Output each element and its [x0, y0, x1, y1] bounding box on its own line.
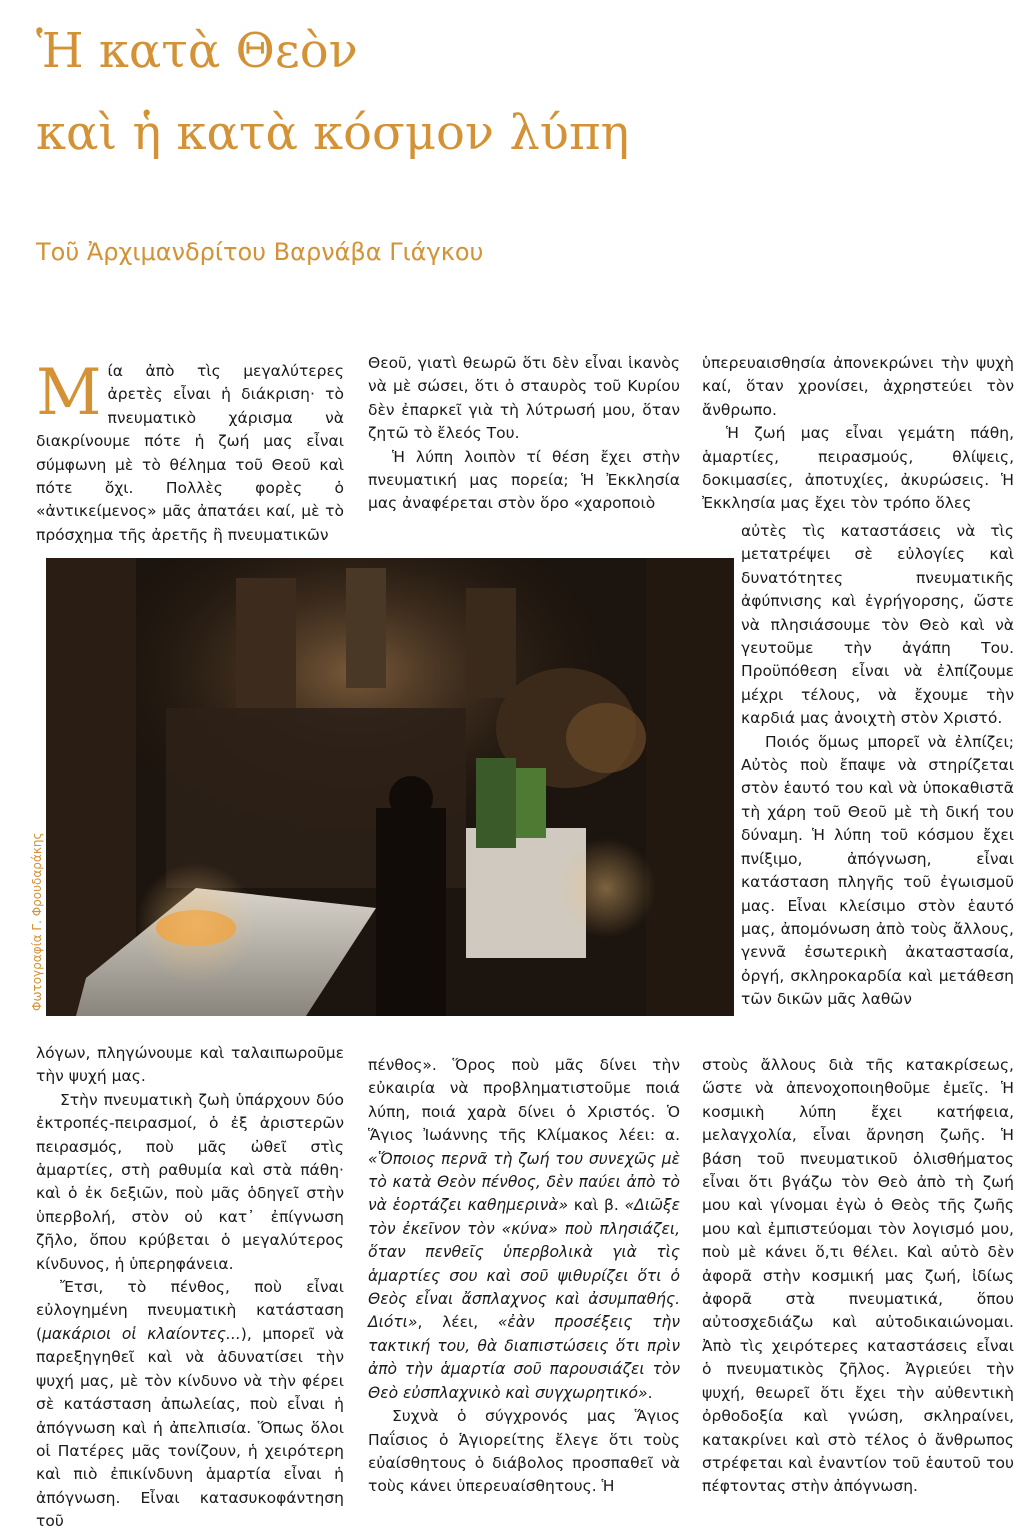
- photo-credit: Φωτογραφία Γ. Φρουδαράκης: [30, 832, 44, 1011]
- paragraph: Ποιός ὅμως μπορεῖ νὰ ἐλπίζει; Αὐτὸς ποὺ ἔπαψε νὰ στηρίζεται στὸν ἑαυτό του καὶ νὰ ὑποκαθιστᾶ τὴ χάρη τοῦ Θεοῦ μὲ τὴ δική του δύναμη. Ἡ λύπη τοῦ κόσμου ἔχει πνίξιμο, ἀπόγνωση, εἶναι κατάσταση πληγῆς τοῦ ἐγωισμοῦ μας. Εἶναι κλείσιμο στὸν ἑαυτό μας, ἀπομόνωση ἀπὸ τοὺς ἄλλους, γεννᾶ ἐσωτερικὴ ἀκαταστασία, ὀργή, σκληροκαρδία καὶ μετάθεση τῶν δικῶν μᾶς λαθῶν: [741, 732, 1014, 1009]
- column-3-top: [702, 352, 1014, 544]
- paragraph: πένθος». Ὅρος ποὺ μᾶς δίνει τὴν εὐκαιρία νὰ προβληματιστοῦμε ποιά λύπη, ποιά χαρὰ δίνει ὁ Χριστός. Ὁ Ἅγιος Ἰωάννης τῆς Κλίμακος λέει: α. «Ὅποιος περνᾶ τὴ ζωή του συνεχῶς μὲ τὸ κατὰ Θεὸν πένθος, δὲν παύει ἀπὸ τὸ νὰ ἑορτάζει καθημερινὰ» καὶ β. «Διῶξε τὸν ἐκεῖνον τὸν «κύνα» ποὺ πλησιάζει, ὅταν πενθεῖς ὑπερβολικὰ γιὰ τὶς ἁμαρτίες σου καὶ σοῦ ψιθυρίζει ὅτι ὁ Θεὸς εἶναι ἄσπλαχνος καὶ ἀσυμπαθής. Διότι», λέει, «ἐὰν προσέξεις τὴν τακτική του, θὰ διαπιστώσεις ὅτι πρὶν ἀπὸ τὴν ἁμαρτία σοῦ παρουσιάζει τὸν Θεὸ εὐσπλαχνικὸ καὶ συγχωρητικό».: [368, 1056, 680, 1402]
- author-byline: Τοῦ Ἀρχιμανδρίτου Βαρνάβα Γιάγκου: [36, 238, 484, 266]
- drop-cap: Μ: [36, 356, 102, 430]
- photo-illustration: [46, 558, 734, 1016]
- column-3-bottom: [702, 1054, 1014, 1514]
- column-3-side: [741, 520, 1014, 1064]
- paragraph: αὐτὲς τὶς καταστάσεις νὰ τὶς μετατρέψει σὲ εὐλογίες καὶ δυνατότητες πνευματικῆς ἀφύπνισης καὶ ἐγρήγορσης, ὥστε νὰ πλησιάσουμε τὸν Θεὸ καὶ νὰ γευτοῦμε τὴν ἀγάπη Του. Προϋπόθεση εἶναι νὰ ἐλπίζουμε μέχρι τέλους, νὰ ἔχουμε τὴν καρδιά μας ἀνοιχτὴ στὸν Χριστό.: [741, 522, 1014, 728]
- column-2-bottom: [368, 1054, 680, 1514]
- church-interior-photo: [46, 558, 734, 1016]
- column-2-top: [368, 352, 680, 532]
- paragraph: λόγων, πληγώνουμε καὶ ταλαιπωροῦμε τὴν ψυχή μας.: [36, 1044, 344, 1086]
- column-1-bottom: [36, 1042, 345, 1531]
- title-line-1: Ἡ κατὰ Θεὸν: [36, 23, 358, 79]
- paragraph: Στὴν πνευματικὴ ζωὴ ὑπάρχουν δύο ἐκτροπές-πειρασμοί, ὁ ἐξ ἀριστερῶν πειρασμός, ποὺ μᾶς ὠθεῖ στὶς ἁμαρτίες, στὴ ραθυμία καὶ στὰ πάθη· καὶ ὁ ἐκ δεξιῶν, ποὺ μᾶς ὁδηγεῖ στὴν ὑπερβολή, στὸν οὐ κατ᾽ ἐπίγνωση ζῆλο, ὅπου κρύβεται ὁ μεγαλύτερος κίνδυνος, ἡ ὑπερηφάνεια.: [36, 1090, 344, 1273]
- title-line-2: καὶ ἡ κατὰ κόσμον λύπη: [36, 105, 630, 161]
- paragraph: Ἔτσι, τὸ πένθος, ποὺ εἶναι εὐλογημένη πνευματικὴ κατάσταση (μακάριοι οἱ κλαίοντες...), μπορεῖ νὰ παρεξηγηθεῖ καὶ νὰ ἀδυνατίσει τὴν ψυχή μας, μὲ τὸν κίνδυνο νὰ τὴν φέρει σὲ κατάσταση ἀπωλείας, ποὺ εἶναι ἡ ἀπόγνωση καὶ ἡ ἀπελπισία. Ὅπως ὅλοι οἱ Πατέρες μᾶς τονίζουν, ἡ χειρότερη καὶ πιὸ ἐπικίνδυνη ἁμαρτία εἶναι ἡ ἀπόγνωση. Εἶναι κατασυκοφάντηση τοῦ: [36, 1278, 345, 1531]
- paragraph: Ἡ ζωή μας εἶναι γεμάτη πάθη, ἁμαρτίες, πειρασμούς, θλίψεις, δοκιμασίες, ἀποτυχίες, ἀκυρώσεις. Ἡ Ἐκκλησία μας ἔχει τὸν τρόπο ὅλες: [702, 424, 1014, 513]
- paragraph: Θεοῦ, γιατὶ θεωρῶ ὅτι δὲν εἶναι ἱκανὸς νὰ μὲ σώσει, ὅτι ὁ σταυρὸς τοῦ Κυρίου δὲν ἐπαρκεῖ γιὰ τὴ λύτρωσή μου, ὅταν ζητῶ τὸ ἔλεός Του.: [368, 354, 680, 443]
- paragraph: ὑπερευαισθησία ἀπονεκρώνει τὴν ψυχὴ καί, ὅταν χρονίσει, ἀχρηστεύει τὸν ἄνθρωπο.: [702, 354, 1014, 419]
- paragraph: Συχνὰ ὁ σύγχρονός μας Ἅγιος Παΐσιος ὁ Ἁγιορείτης ἔλεγε ὅτι τοὺς εὐαίσθητους ὁ διάβολος προσπαθεῖ νὰ τοὺς κάνει ὑπερευαίσθητους. Ἡ: [368, 1407, 680, 1496]
- paragraph: στοὺς ἄλλους διὰ τῆς κατακρίσεως, ὥστε νὰ ἀπενοχοποιηθοῦμε ἐμεῖς. Ἡ κοσμικὴ λύπη ἔχει κατήφεια, μελαγχολία, εἶναι ἄρνηση ζωῆς. Ἡ βάση τοῦ πνευματικοῦ ὀλισθήματος εἶναι ὅτι βγάζω τὸν Θεὸ ἀπὸ τὴ ζωή μου καὶ γίνομαι ἐγὼ ὁ Θεὸς τῆς ζωῆς μου καὶ ἐμπιστεύομαι τὸν λογισμό μου, ποὺ μὲ κάνει ὅ,τι θέλει. Καὶ αὐτὸ δὲν ἀφορᾶ στὴν κοσμική μας ζωή, ἰδίως ἀφορᾶ στὰ πνευματικά, ὅπου αὐτοσχεδιάζω καὶ αὐτοδικαιώνομαι. Ἀπὸ τὶς χειρότερες καταστάσεις εἶναι ὁ πνευματικὸς ζῆλος. Ἀγριεύει τὴν ψυχή, θεωρεῖ ὅτι ἔχει τὴν αὐθεντικὴ ὀρθοδοξία καὶ γνώση, σκληραίνει, κατακρίνει καὶ στὸ τέλος ὁ ἄνθρωπος στρέφεται καὶ ἐναντίον τοῦ ἑαυτοῦ του πέφτοντας στὴν ἀπόγνωση.: [702, 1056, 1014, 1496]
- article-title: [36, 10, 629, 174]
- paragraph: Ἡ λύπη λοιπὸν τί θέση ἔχει στὴν πνευματική μας πορεία; Ἡ Ἐκκλησία μας ἀναφέρεται στὸν ὅρο «χαροποιὸ: [368, 447, 680, 513]
- paragraph: Μία ἀπὸ τὶς μεγαλύτερες ἀρετὲς εἶναι ἡ διάκριση· τὸ πνευματικὸ χάρισμα νὰ διακρίνουμε πότε ἡ ζωή μας εἶναι σύμφωνη μὲ τὸ θέλημα τοῦ Θεοῦ καὶ πότε ὄχι. Πολλὲς φορὲς ὁ «ἀντικείμενος» μᾶς ἀπατάει καί, μὲ τὸ πρόσχημα τῆς ἀρετῆς ἢ πνευματικῶν: [36, 356, 344, 544]
- column-1-top: [36, 356, 344, 544]
